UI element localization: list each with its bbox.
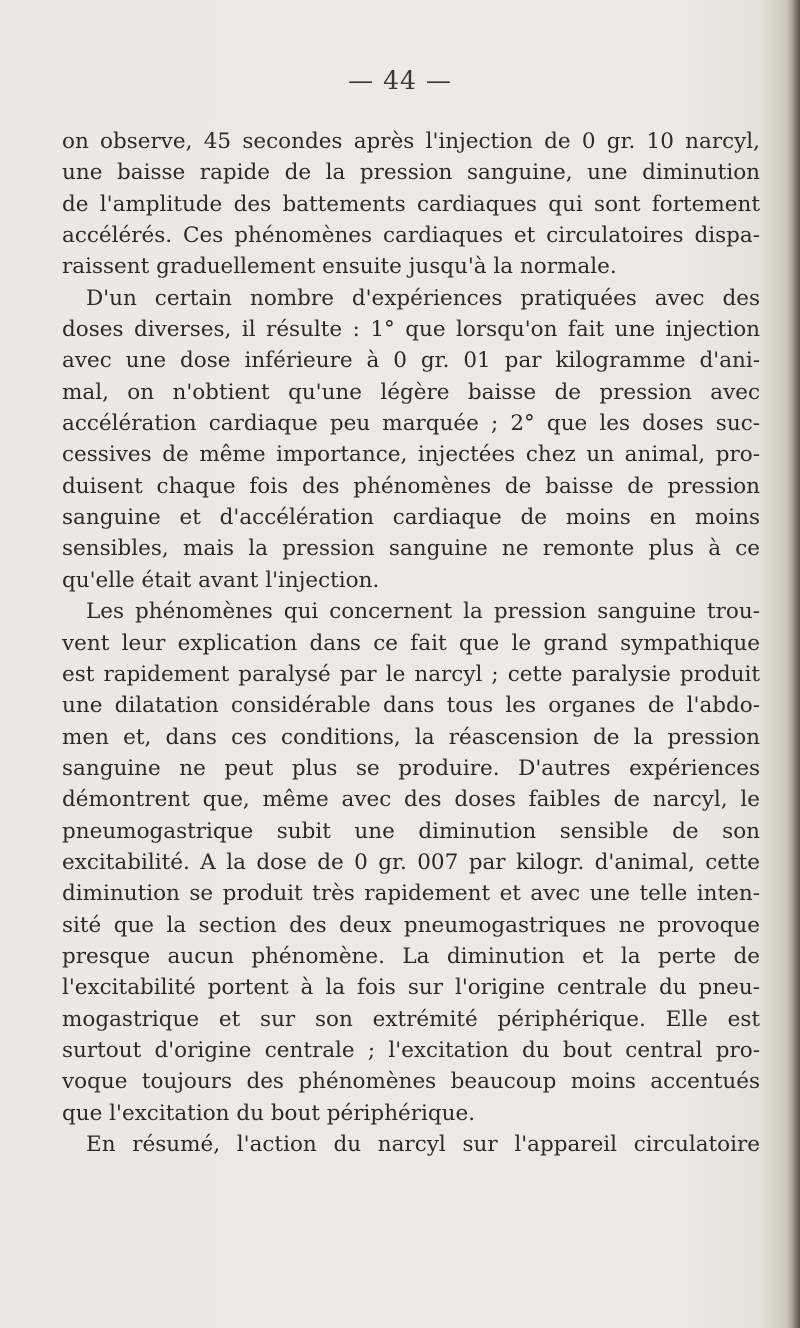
text-line: sensibles, mais la pression sanguine ne remonte plus à ce xyxy=(62,536,760,562)
text-line: une baisse rapide de la pression sanguine, une diminution xyxy=(62,160,760,186)
body-text xyxy=(62,126,760,1160)
text-line: diminution se produit très rapidement et avec une telle inten- xyxy=(62,881,760,907)
text-line: pneumogastrique subit une diminution sensible de son xyxy=(62,818,760,844)
text-line: men et, dans ces conditions, la réascension de la pression xyxy=(62,724,760,750)
text-line: surtout d'origine centrale ; l'excitation du bout central pro- xyxy=(62,1037,760,1063)
text-line: raissent graduellement ensuite jusqu'à la normale. xyxy=(62,254,617,280)
text-line: on observe, 45 secondes après l'injection de 0 gr. 10 narcyl, xyxy=(62,129,760,154)
text-line: voque toujours des phénomènes beaucoup moins accentués xyxy=(62,1069,760,1095)
page-edge-shadow xyxy=(786,0,800,1328)
text-line: que l'excitation du bout périphérique. xyxy=(62,1100,476,1126)
text-line: doses diverses, il résulte : 1° que lorsqu'on fait une injection xyxy=(62,317,760,343)
text-line: démontrent que, même avec des doses faibles de narcyl, le xyxy=(62,787,760,813)
text-line: cessives de même importance, injectées chez un animal, pro- xyxy=(62,442,760,468)
text-line: mogastrique et sur son extrémité périphérique. Elle est xyxy=(62,1006,760,1032)
text-line: Les phénomènes qui concernent la pression sanguine trou- xyxy=(86,599,760,625)
text-line: En résumé, l'action du narcyl sur l'appareil circulatoire xyxy=(86,1132,760,1157)
text-line: sité que la section des deux pneumogastriques ne provoque xyxy=(62,912,760,938)
text-line: excitabilité. A la dose de 0 gr. 007 par kilogr. d'animal, cette xyxy=(62,849,760,875)
text-line: presque aucun phénomène. La diminution et la perte de xyxy=(62,943,760,969)
text-line: D'un certain nombre d'expériences pratiquées avec des xyxy=(86,285,760,311)
text-line: accélération cardiaque peu marquée ; 2° que les doses suc- xyxy=(62,411,760,437)
text-line: l'excitabilité portent à la fois sur l'origine centrale du pneu- xyxy=(62,975,760,1001)
text-line: vent leur explication dans ce fait que le grand sympathique xyxy=(62,630,760,656)
text-line: duisent chaque fois des phénomènes de baisse de pression xyxy=(62,473,760,499)
text-line: accélérés. Ces phénomènes cardiaques et circulatoires dispa- xyxy=(62,223,760,249)
text-line: une dilatation considérable dans tous les organes de l'abdo- xyxy=(62,693,760,719)
text-line: est rapidement paralysé par le narcyl ; cette paralysie produit xyxy=(62,661,760,687)
page-number: — 44 — xyxy=(348,66,452,95)
text-line: sanguine ne peut plus se produire. D'autres expériences xyxy=(62,755,760,781)
text-line: mal, on n'obtient qu'une légère baisse de pression avec xyxy=(62,379,760,405)
text-line: qu'elle était avant l'injection. xyxy=(62,567,380,593)
text-line: avec une dose inférieure à 0 gr. 01 par kilogramme d'ani- xyxy=(62,348,760,374)
text-line: de l'amplitude des battements cardiaques qui sont fortement xyxy=(62,191,760,217)
text-line: sanguine et d'accélération cardiaque de moins en moins xyxy=(62,505,760,531)
